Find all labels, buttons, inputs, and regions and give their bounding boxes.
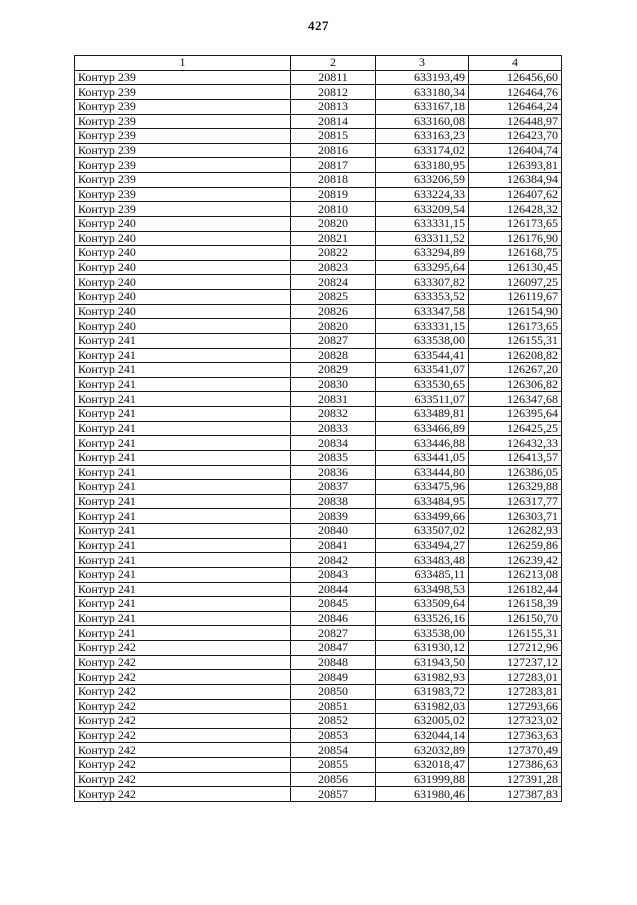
point-number-cell: 20836 <box>291 465 376 480</box>
column-header-x: 3 <box>376 56 469 71</box>
contour-name-cell: Контур 242 <box>75 699 291 714</box>
table-row <box>75 655 562 670</box>
y-coordinate-cell: 126303,71 <box>469 509 562 524</box>
x-coordinate-cell: 633466,89 <box>376 421 469 436</box>
point-number-cell: 20840 <box>291 524 376 539</box>
point-number-cell: 20833 <box>291 421 376 436</box>
table-row <box>75 377 562 392</box>
y-coordinate-cell: 126150,70 <box>469 611 562 626</box>
contour-name-cell: Контур 242 <box>75 714 291 729</box>
x-coordinate-cell: 633530,65 <box>376 377 469 392</box>
y-coordinate-cell: 126404,74 <box>469 143 562 158</box>
contour-name-cell: Контур 241 <box>75 407 291 422</box>
point-number-cell: 20853 <box>291 728 376 743</box>
point-number-cell: 20815 <box>291 129 376 144</box>
point-number-cell: 20835 <box>291 450 376 465</box>
x-coordinate-cell: 633544,41 <box>376 348 469 363</box>
table-row <box>75 509 562 524</box>
table-row <box>75 684 562 699</box>
table-row <box>75 333 562 348</box>
point-number-cell: 20829 <box>291 363 376 378</box>
table-row <box>75 567 562 582</box>
table-row <box>75 421 562 436</box>
table-row <box>75 524 562 539</box>
y-coordinate-cell: 126395,64 <box>469 407 562 422</box>
x-coordinate-cell: 633538,00 <box>376 333 469 348</box>
x-coordinate-cell: 633209,54 <box>376 202 469 217</box>
contour-name-cell: Контур 242 <box>75 743 291 758</box>
x-coordinate-cell: 633294,89 <box>376 246 469 261</box>
table-row <box>75 611 562 626</box>
table-row <box>75 290 562 305</box>
contour-name-cell: Контур 239 <box>75 114 291 129</box>
table-row <box>75 392 562 407</box>
x-coordinate-cell: 633331,15 <box>376 319 469 334</box>
x-coordinate-cell: 633307,82 <box>376 275 469 290</box>
contour-name-cell: Контур 242 <box>75 684 291 699</box>
x-coordinate-cell: 633489,81 <box>376 407 469 422</box>
point-number-cell: 20824 <box>291 275 376 290</box>
contour-name-cell: Контур 241 <box>75 480 291 495</box>
y-coordinate-cell: 126423,70 <box>469 129 562 144</box>
page-number: 427 <box>308 18 329 33</box>
table-body <box>75 70 562 801</box>
x-coordinate-cell: 633180,95 <box>376 158 469 173</box>
point-number-cell: 20818 <box>291 173 376 188</box>
table-row <box>75 260 562 275</box>
contour-name-cell: Контур 240 <box>75 216 291 231</box>
x-coordinate-cell: 633541,07 <box>376 363 469 378</box>
y-coordinate-cell: 126168,75 <box>469 246 562 261</box>
point-number-cell: 20827 <box>291 333 376 348</box>
column-header-point: 2 <box>291 56 376 71</box>
y-coordinate-cell: 126306,82 <box>469 377 562 392</box>
table-row <box>75 494 562 509</box>
contour-name-cell: Контур 241 <box>75 377 291 392</box>
y-coordinate-cell: 127293,66 <box>469 699 562 714</box>
contour-name-cell: Контур 239 <box>75 158 291 173</box>
x-coordinate-cell: 633444,80 <box>376 465 469 480</box>
contour-name-cell: Контур 241 <box>75 363 291 378</box>
table-row <box>75 348 562 363</box>
point-number-cell: 20813 <box>291 99 376 114</box>
y-coordinate-cell: 126464,24 <box>469 99 562 114</box>
y-coordinate-cell: 127370,49 <box>469 743 562 758</box>
x-coordinate-cell: 631980,46 <box>376 787 469 802</box>
contour-name-cell: Контур 241 <box>75 450 291 465</box>
y-coordinate-cell: 126386,05 <box>469 465 562 480</box>
contour-name-cell: Контур 241 <box>75 611 291 626</box>
x-coordinate-cell: 632032,89 <box>376 743 469 758</box>
table-row <box>75 99 562 114</box>
point-number-cell: 20857 <box>291 787 376 802</box>
table-row <box>75 407 562 422</box>
x-coordinate-cell: 633484,95 <box>376 494 469 509</box>
contour-name-cell: Контур 242 <box>75 655 291 670</box>
x-coordinate-cell: 633538,00 <box>376 626 469 641</box>
y-coordinate-cell: 127363,63 <box>469 728 562 743</box>
point-number-cell: 20814 <box>291 114 376 129</box>
table-row <box>75 670 562 685</box>
y-coordinate-cell: 126259,86 <box>469 538 562 553</box>
contour-name-cell: Контур 242 <box>75 772 291 787</box>
point-number-cell: 20845 <box>291 597 376 612</box>
point-number-cell: 20811 <box>291 70 376 85</box>
x-coordinate-cell: 633206,59 <box>376 173 469 188</box>
table-row <box>75 114 562 129</box>
table-row <box>75 626 562 641</box>
y-coordinate-cell: 126130,45 <box>469 260 562 275</box>
point-number-cell: 20837 <box>291 480 376 495</box>
x-coordinate-cell: 633224,33 <box>376 187 469 202</box>
point-number-cell: 20820 <box>291 216 376 231</box>
x-coordinate-cell: 632018,47 <box>376 758 469 773</box>
x-coordinate-cell: 633295,64 <box>376 260 469 275</box>
x-coordinate-cell: 633311,52 <box>376 231 469 246</box>
y-coordinate-cell: 127323,02 <box>469 714 562 729</box>
y-coordinate-cell: 127387,83 <box>469 787 562 802</box>
x-coordinate-cell: 633163,23 <box>376 129 469 144</box>
contour-name-cell: Контур 242 <box>75 758 291 773</box>
y-coordinate-cell: 126182,44 <box>469 582 562 597</box>
x-coordinate-cell: 633526,16 <box>376 611 469 626</box>
contour-name-cell: Контур 241 <box>75 465 291 480</box>
y-coordinate-cell: 127391,28 <box>469 772 562 787</box>
point-number-cell: 20826 <box>291 304 376 319</box>
point-number-cell: 20855 <box>291 758 376 773</box>
table-row <box>75 436 562 451</box>
contour-name-cell: Контур 240 <box>75 246 291 261</box>
point-number-cell: 20850 <box>291 684 376 699</box>
contour-name-cell: Контур 241 <box>75 538 291 553</box>
x-coordinate-cell: 633441,05 <box>376 450 469 465</box>
point-number-cell: 20812 <box>291 85 376 100</box>
table-row <box>75 275 562 290</box>
contour-name-cell: Контур 241 <box>75 436 291 451</box>
contour-name-cell: Контур 239 <box>75 173 291 188</box>
contour-name-cell: Контур 239 <box>75 202 291 217</box>
y-coordinate-cell: 126155,31 <box>469 333 562 348</box>
y-coordinate-cell: 126158,39 <box>469 597 562 612</box>
y-coordinate-cell: 126154,90 <box>469 304 562 319</box>
x-coordinate-cell: 633331,15 <box>376 216 469 231</box>
contour-name-cell: Контур 241 <box>75 567 291 582</box>
y-coordinate-cell: 126173,65 <box>469 216 562 231</box>
x-coordinate-cell: 633483,48 <box>376 553 469 568</box>
contour-name-cell: Контур 241 <box>75 494 291 509</box>
point-number-cell: 20820 <box>291 319 376 334</box>
x-coordinate-cell: 631982,03 <box>376 699 469 714</box>
contour-name-cell: Контур 242 <box>75 670 291 685</box>
x-coordinate-cell: 633180,34 <box>376 85 469 100</box>
point-number-cell: 20821 <box>291 231 376 246</box>
point-number-cell: 20846 <box>291 611 376 626</box>
table-row <box>75 363 562 378</box>
contour-name-cell: Контур 239 <box>75 187 291 202</box>
table-row <box>75 450 562 465</box>
contour-name-cell: Контур 239 <box>75 129 291 144</box>
y-coordinate-cell: 127283,81 <box>469 684 562 699</box>
y-coordinate-cell: 126097,25 <box>469 275 562 290</box>
point-number-cell: 20828 <box>291 348 376 363</box>
y-coordinate-cell: 127212,96 <box>469 641 562 656</box>
table-row <box>75 173 562 188</box>
y-coordinate-cell: 126464,76 <box>469 85 562 100</box>
x-coordinate-cell: 631999,88 <box>376 772 469 787</box>
table-row <box>75 202 562 217</box>
contour-name-cell: Контур 240 <box>75 260 291 275</box>
table-header-row <box>75 56 562 71</box>
point-number-cell: 20830 <box>291 377 376 392</box>
table-row <box>75 129 562 144</box>
x-coordinate-cell: 633174,02 <box>376 143 469 158</box>
table-row <box>75 597 562 612</box>
table-row <box>75 143 562 158</box>
contour-name-cell: Контур 240 <box>75 319 291 334</box>
point-number-cell: 20852 <box>291 714 376 729</box>
x-coordinate-cell: 633498,53 <box>376 582 469 597</box>
y-coordinate-cell: 126393,81 <box>469 158 562 173</box>
x-coordinate-cell: 633507,02 <box>376 524 469 539</box>
contour-name-cell: Контур 239 <box>75 70 291 85</box>
y-coordinate-cell: 126213,08 <box>469 567 562 582</box>
table-row <box>75 187 562 202</box>
contour-name-cell: Контур 240 <box>75 290 291 305</box>
point-number-cell: 20834 <box>291 436 376 451</box>
coordinates-table <box>74 55 562 802</box>
y-coordinate-cell: 126155,31 <box>469 626 562 641</box>
table-row <box>75 216 562 231</box>
x-coordinate-cell: 633494,27 <box>376 538 469 553</box>
x-coordinate-cell: 633353,52 <box>376 290 469 305</box>
y-coordinate-cell: 127386,63 <box>469 758 562 773</box>
contour-name-cell: Контур 242 <box>75 728 291 743</box>
x-coordinate-cell: 631943,50 <box>376 655 469 670</box>
x-coordinate-cell: 633160,08 <box>376 114 469 129</box>
contour-name-cell: Контур 241 <box>75 333 291 348</box>
table-row <box>75 319 562 334</box>
contour-name-cell: Контур 242 <box>75 787 291 802</box>
y-coordinate-cell: 126208,82 <box>469 348 562 363</box>
point-number-cell: 20822 <box>291 246 376 261</box>
y-coordinate-cell: 126282,93 <box>469 524 562 539</box>
y-coordinate-cell: 126456,60 <box>469 70 562 85</box>
point-number-cell: 20844 <box>291 582 376 597</box>
point-number-cell: 20825 <box>291 290 376 305</box>
table-row <box>75 787 562 802</box>
y-coordinate-cell: 126173,65 <box>469 319 562 334</box>
table-row <box>75 465 562 480</box>
x-coordinate-cell: 632005,02 <box>376 714 469 729</box>
point-number-cell: 20847 <box>291 641 376 656</box>
table-row <box>75 728 562 743</box>
table-row <box>75 538 562 553</box>
x-coordinate-cell: 633509,64 <box>376 597 469 612</box>
table-row <box>75 553 562 568</box>
y-coordinate-cell: 126119,67 <box>469 290 562 305</box>
x-coordinate-cell: 633347,58 <box>376 304 469 319</box>
x-coordinate-cell: 633511,07 <box>376 392 469 407</box>
point-number-cell: 20854 <box>291 743 376 758</box>
y-coordinate-cell: 126432,33 <box>469 436 562 451</box>
table-row <box>75 231 562 246</box>
y-coordinate-cell: 126267,20 <box>469 363 562 378</box>
y-coordinate-cell: 126428,32 <box>469 202 562 217</box>
y-coordinate-cell: 126407,62 <box>469 187 562 202</box>
y-coordinate-cell: 126347,68 <box>469 392 562 407</box>
point-number-cell: 20831 <box>291 392 376 407</box>
table-row <box>75 641 562 656</box>
point-number-cell: 20842 <box>291 553 376 568</box>
contour-name-cell: Контур 241 <box>75 509 291 524</box>
point-number-cell: 20843 <box>291 567 376 582</box>
contour-name-cell: Контур 239 <box>75 143 291 158</box>
table-row <box>75 772 562 787</box>
point-number-cell: 20841 <box>291 538 376 553</box>
point-number-cell: 20823 <box>291 260 376 275</box>
y-coordinate-cell: 126239,42 <box>469 553 562 568</box>
y-coordinate-cell: 126176,90 <box>469 231 562 246</box>
contour-name-cell: Контур 241 <box>75 348 291 363</box>
contour-name-cell: Контур 240 <box>75 304 291 319</box>
x-coordinate-cell: 633193,49 <box>376 70 469 85</box>
table-row <box>75 582 562 597</box>
point-number-cell: 20819 <box>291 187 376 202</box>
contour-name-cell: Контур 240 <box>75 231 291 246</box>
y-coordinate-cell: 126384,94 <box>469 173 562 188</box>
x-coordinate-cell: 633485,11 <box>376 567 469 582</box>
x-coordinate-cell: 633475,96 <box>376 480 469 495</box>
point-number-cell: 20816 <box>291 143 376 158</box>
point-number-cell: 20810 <box>291 202 376 217</box>
table-row <box>75 743 562 758</box>
table-row <box>75 246 562 261</box>
contour-name-cell: Контур 241 <box>75 392 291 407</box>
y-coordinate-cell: 126425,25 <box>469 421 562 436</box>
table-row <box>75 70 562 85</box>
y-coordinate-cell: 126448,97 <box>469 114 562 129</box>
point-number-cell: 20827 <box>291 626 376 641</box>
x-coordinate-cell: 631930,12 <box>376 641 469 656</box>
x-coordinate-cell: 631983,72 <box>376 684 469 699</box>
contour-name-cell: Контур 240 <box>75 275 291 290</box>
contour-name-cell: Контур 242 <box>75 641 291 656</box>
table-row <box>75 480 562 495</box>
point-number-cell: 20851 <box>291 699 376 714</box>
point-number-cell: 20849 <box>291 670 376 685</box>
table-row <box>75 85 562 100</box>
point-number-cell: 20817 <box>291 158 376 173</box>
point-number-cell: 20856 <box>291 772 376 787</box>
contour-name-cell: Контур 241 <box>75 597 291 612</box>
point-number-cell: 20839 <box>291 509 376 524</box>
point-number-cell: 20832 <box>291 407 376 422</box>
contour-name-cell: Контур 241 <box>75 582 291 597</box>
column-header-y: 4 <box>469 56 562 71</box>
table-row <box>75 699 562 714</box>
y-coordinate-cell: 126329,88 <box>469 480 562 495</box>
x-coordinate-cell: 632044,14 <box>376 728 469 743</box>
x-coordinate-cell: 633499,66 <box>376 509 469 524</box>
contour-name-cell: Контур 241 <box>75 421 291 436</box>
y-coordinate-cell: 126413,57 <box>469 450 562 465</box>
contour-name-cell: Контур 239 <box>75 99 291 114</box>
contour-name-cell: Контур 241 <box>75 626 291 641</box>
table-row <box>75 758 562 773</box>
contour-name-cell: Контур 241 <box>75 553 291 568</box>
point-number-cell: 20848 <box>291 655 376 670</box>
column-header-contour: 1 <box>75 56 291 71</box>
table-row <box>75 158 562 173</box>
y-coordinate-cell: 127283,01 <box>469 670 562 685</box>
x-coordinate-cell: 633446,88 <box>376 436 469 451</box>
y-coordinate-cell: 126317,77 <box>469 494 562 509</box>
table-row <box>75 304 562 319</box>
y-coordinate-cell: 127237,12 <box>469 655 562 670</box>
contour-name-cell: Контур 241 <box>75 524 291 539</box>
x-coordinate-cell: 633167,18 <box>376 99 469 114</box>
x-coordinate-cell: 631982,93 <box>376 670 469 685</box>
contour-name-cell: Контур 239 <box>75 85 291 100</box>
table-row <box>75 714 562 729</box>
point-number-cell: 20838 <box>291 494 376 509</box>
